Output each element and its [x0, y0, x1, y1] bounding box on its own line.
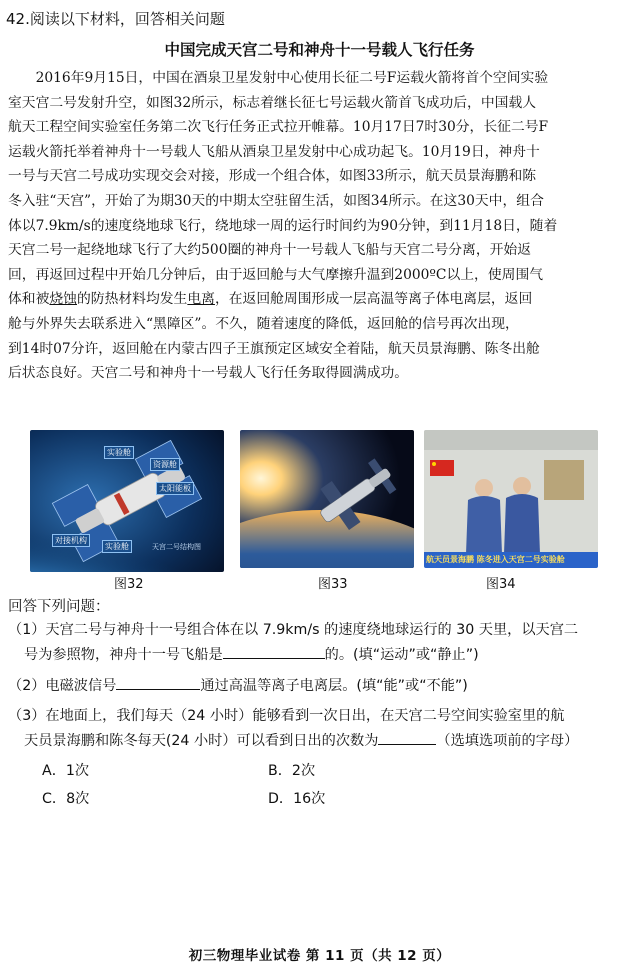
question-3-line: （3）在地面上，我们每天（24 小时）能够看到一次日出，在天宫二号空间实验室里的航	[8, 708, 565, 724]
astronauts-photo	[424, 430, 598, 568]
figure-32-caption: 图32	[114, 577, 144, 592]
photo-banner: 航天员景海鹏 陈冬进入天宫二号实验舱	[426, 555, 565, 564]
question-2-line	[8, 674, 633, 699]
figure-label: 太阳能板	[156, 482, 194, 495]
text-segment: 天员景海鹏和陈冬每天(24 小时）可以看到日出的次数为	[24, 733, 379, 749]
passage-line: 舱与外界失去联系进入“黑障区”。不久，随着速度的降低，返回舱的信号再次出现，	[8, 315, 519, 332]
page-footer: 初三物理毕业试卷 第 11 页（共 12 页）	[188, 948, 451, 964]
text-segment: 体和被	[8, 291, 50, 308]
passage-line: 天宫二号一起绕地球飞行了大约500圈的神舟十一号载人飞船与天宫二号分离，开始返	[8, 242, 532, 259]
question-2	[8, 674, 633, 699]
question-3-line	[8, 729, 633, 754]
text-segment: 通过高温等离子电离层。(填“能”或“不能”)	[200, 678, 468, 694]
text-segment: （2）电磁波信号	[8, 678, 117, 694]
figure-34-astronauts	[424, 430, 598, 568]
passage-title: 中国完成天宫二号和神舟十一号载人飞行任务	[164, 41, 475, 59]
passage-line: 室天宫二号发射升空，如图32所示，标志着继长征七号运载火箭首飞成功后，中国载人	[8, 94, 537, 111]
figure-33-caption: 图33	[318, 577, 348, 592]
text-segment: （选填选项前的字母）	[436, 733, 579, 749]
passage-line: 运载火箭托举着神舟十一号载人飞船从酒泉卫星发射中心成功起飞。10月19日，神舟十	[8, 143, 540, 160]
docked-spacecraft-image	[240, 430, 414, 568]
answer-blank-1[interactable]	[223, 643, 325, 659]
passage-line: 一号与天宫二号成功实现交会对接，形成一个组合体，如图33所示，航天员景海鹏和陈	[8, 168, 537, 185]
option-c[interactable]: C．8次	[42, 791, 90, 807]
figure-label: 天宫二号结构图	[152, 543, 201, 551]
figure-33-docking	[240, 430, 414, 568]
passage-line: 航天工程空间实验室任务第二次飞行任务正式拉开帷幕。10月17日7时30分，长征二号F	[8, 119, 549, 136]
text-segment: 的。(填“运动”或“静止”)	[324, 647, 479, 663]
figure-34-caption: 图34	[486, 577, 516, 592]
question-3	[8, 704, 633, 754]
questions-header: 回答下列问题：	[8, 599, 110, 615]
figure-label: 实验舱	[104, 446, 134, 459]
question-1-line: （1）天宫二号与神舟十一号组合体在以 7.9km/s 的速度绕地球运行的 30 天里，以天宫二	[8, 622, 579, 638]
text-segment: 的防热材料均发生	[76, 291, 188, 308]
passage-line: 到14时07分许，返回舱在内蒙古四子王旗预定区域安全着陆，航天员景海鹏、陈冬出舱	[8, 340, 540, 357]
question-1-line	[8, 643, 633, 668]
passage-line: 2016年9月15日，中国在酒泉卫星发射中心使用长征二号F运载火箭将首个空间实验	[8, 70, 549, 86]
figure-label: 实验舱	[102, 540, 132, 553]
passage-line: 冬入驻“天宫”，开始了为期30天的中期太空驻留生活，如图34所示。在这30天中，组合	[8, 192, 544, 209]
answer-blank-2[interactable]	[116, 674, 200, 690]
answer-blank-3[interactable]	[378, 729, 436, 745]
question-1	[8, 618, 633, 668]
figure-label: 资源舱	[150, 458, 180, 471]
underlined-term: 电离	[187, 291, 215, 308]
passage-line: 回，再返回过程中开始几分钟后，由于返回舱与大气摩擦升温到2000ºC以上，使周围气	[8, 266, 544, 283]
passage	[8, 66, 628, 386]
figure-label: 对接机构	[52, 534, 90, 547]
passage-line: 体以7.9km/s的速度绕地球飞行，绕地球一周的运行时间约为90分钟，到11月18日，随着	[8, 217, 558, 234]
question-number: 42.阅读以下材料，回答相关问题	[6, 10, 225, 28]
figure-32-tiangong-structure	[30, 430, 224, 572]
text-segment: 号为参照物，神舟十一号飞船是	[24, 647, 223, 663]
option-b[interactable]: B．2次	[268, 763, 316, 779]
option-d[interactable]: D．16次	[268, 791, 326, 807]
passage-line	[8, 287, 628, 312]
text-segment: ，在返回舱周围形成一层高温等离子体电离层，返回	[214, 291, 533, 308]
passage-line: 后状态良好。天宫二号和神舟十一号载人飞行任务取得圆满成功。	[8, 365, 409, 382]
underlined-term: 烧蚀	[49, 291, 77, 308]
option-a[interactable]: A．1次	[42, 763, 90, 779]
